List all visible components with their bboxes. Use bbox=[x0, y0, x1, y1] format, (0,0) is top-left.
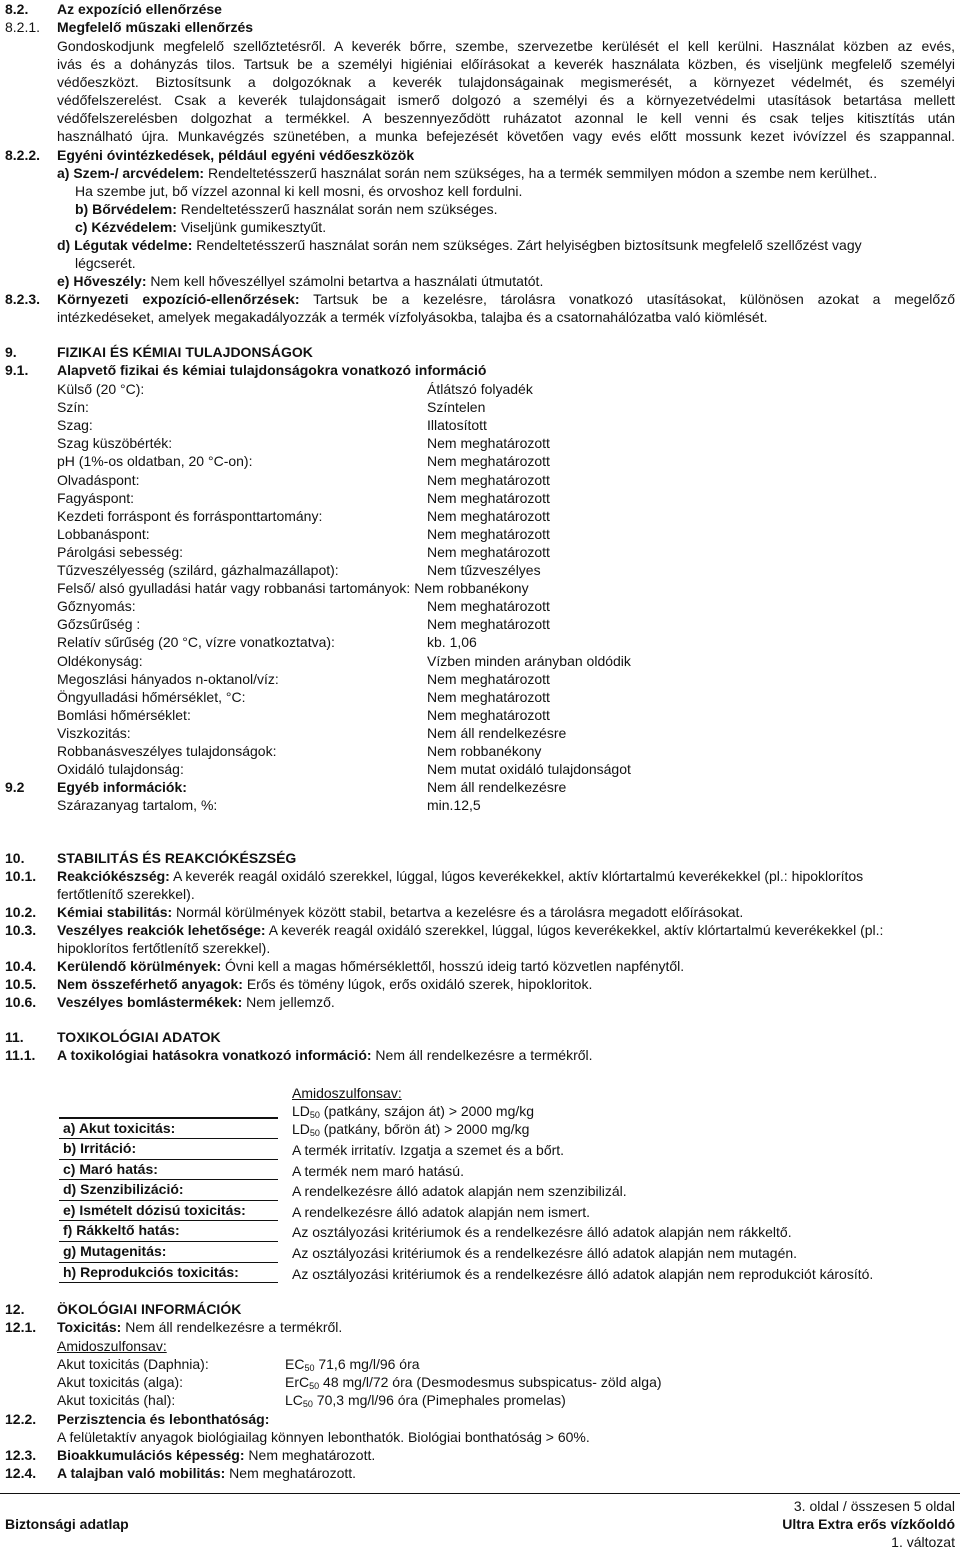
paragraph-line: védőfelszerelésben dolgozhat a termékkel. A beszennyeződött ruházatot azonnal le kell venni és csak teljes kitisztítás után bbox=[57, 110, 955, 126]
section-number: 8.2.1. bbox=[5, 19, 41, 35]
section-title: Egyéni óvintézkedések, például egyéni védőeszközök bbox=[57, 147, 415, 163]
tox-row-value: Az osztályozási kritériumok és a rendelkezésre álló adatok alapján nem mutagén. bbox=[292, 1245, 798, 1261]
thermal-hazard: e) Hőveszély: Nem kell hőveszéllyel számolni betartva a használati útmutatót. bbox=[57, 273, 544, 289]
footer-version: 1. változat bbox=[891, 1534, 955, 1550]
property-label: Olvadáspont: bbox=[57, 472, 140, 488]
section-title: Az expozíció ellenőrzése bbox=[57, 1, 222, 17]
property-label: Lobbanáspont: bbox=[57, 526, 150, 542]
section-number: 10.4. bbox=[5, 958, 37, 974]
reactivity-line2: fertőtlenítő szerekkel). bbox=[57, 886, 195, 902]
section-title: Egyéb információk: bbox=[57, 779, 187, 795]
property-label: Szárazanyag tartalom, %: bbox=[57, 797, 218, 813]
section-number: 8.2. bbox=[5, 1, 29, 17]
property-label: Fagyáspont: bbox=[57, 490, 135, 506]
paragraph-line: Gondoskodjunk megfelelő szellőztetésről. A keverék bőrre, szembe, szervezetbe kerülését el kell kerülni. Használat közben az evés, bbox=[57, 38, 955, 54]
property-label: Viszkozitás: bbox=[57, 725, 131, 741]
section-title: STABILITÁS ÉS REAKCIÓKÉSZSÉG bbox=[57, 850, 297, 866]
section-number: 12.3. bbox=[5, 1447, 37, 1463]
eco-value: $LC_{50}$ 70,3 mg/l/96 óra (Pimephales promelas) bbox=[285, 1392, 566, 1409]
paragraph-line: használható újra. Munkavégzés szünetében, a munka befejezését követően vagy evés előtt mossunk kezet ivóvízzel és szappannal. bbox=[57, 128, 955, 144]
property-value: Illatosított bbox=[427, 417, 487, 433]
property-value: Vízben minden arányban oldódik bbox=[427, 653, 631, 669]
table-border bbox=[59, 1282, 278, 1283]
property-value: Nem meghatározott bbox=[427, 508, 550, 524]
property-value: Nem meghatározott bbox=[427, 453, 550, 469]
section-number: 11.1. bbox=[5, 1047, 36, 1063]
section-title: Perzisztencia és lebonthatóság: bbox=[57, 1411, 270, 1427]
reactivity: Reakciókészség: A keverék reagál oxidáló szerekkel, lúggal, lúgos keverékekkel, aktív klórtartalmú keverékekkel (pl.: hipoklorítos bbox=[57, 868, 864, 884]
property-label: Megoszlási hányados n-oktanol/víz: bbox=[57, 671, 279, 687]
section-number: 10. bbox=[5, 850, 25, 866]
footer-doc-type: Biztonsági adatlap bbox=[5, 1516, 129, 1532]
tox-ld50-oral: $LD_{50}$ (patkány, szájon át) > 2000 mg/kg bbox=[292, 1103, 535, 1120]
property-label: Párolgási sebesség: bbox=[57, 544, 184, 560]
tox-row-label: f) Rákkeltő hatás: bbox=[59, 1220, 278, 1239]
section-number: 12.4. bbox=[5, 1465, 37, 1481]
section-title: TOXIKOLÓGIAI ADATOK bbox=[57, 1029, 221, 1045]
degradability: A felületaktív anyagok biológiailag könnyen lebonthatók. Biológiai bonthatóság > 60%. bbox=[57, 1429, 590, 1445]
eco-toxicity: Toxicitás: Nem áll rendelkezésre a termékről. bbox=[57, 1319, 343, 1335]
property-value: Nem meghatározott bbox=[427, 544, 550, 560]
tox-row-value: A termék irritatív. Izgatja a szemet és a bőrt. bbox=[292, 1142, 565, 1158]
property-label: Szag küszöbérték: bbox=[57, 435, 173, 451]
property-value: Nem meghatározott bbox=[427, 689, 550, 705]
property-value: Nem áll rendelkezésre bbox=[427, 779, 567, 795]
section-number: 12.2. bbox=[5, 1411, 37, 1427]
eco-value: $EC_{50}$ 71,6 mg/l/96 óra bbox=[285, 1356, 420, 1373]
property-value: Nem meghatározott bbox=[427, 490, 550, 506]
conditions-to-avoid: Kerülendő körülmények: Óvni kell a magas hőmérséklettől, hosszú ideig tartó közvetlen napfénytől. bbox=[57, 958, 685, 974]
property-value: Nem meghatározott bbox=[427, 671, 550, 687]
tox-row-value: A rendelkezésre álló adatok alapján nem ismert. bbox=[292, 1204, 591, 1220]
property-value: Átlátszó folyadék bbox=[427, 381, 533, 397]
incompatible-materials: Nem összeférhető anyagok: Erős és tömény lúgok, erős oxidáló szerek, hipokloritok. bbox=[57, 976, 593, 992]
eye-protection-note: Ha szembe jut, bő vízzel azonnal ki kell mosni, és orvoshoz kell fordulni. bbox=[75, 183, 523, 199]
tox-ld50-dermal: $LD_{50}$ (patkány, bőrön át) > 2000 mg/kg bbox=[292, 1121, 530, 1138]
respiratory-protection-note: légcserét. bbox=[75, 255, 136, 271]
section-title: FIZIKAI ÉS KÉMIAI TULAJDONSÁGOK bbox=[57, 344, 313, 360]
section-number: 12.1. bbox=[5, 1319, 37, 1335]
tox-row-value: A termék nem maró hatású. bbox=[292, 1163, 464, 1179]
toxicology-info: A toxikológiai hatásokra vonatkozó információ: Nem áll rendelkezésre a termékről. bbox=[57, 1047, 593, 1063]
skin-protection: b) Bőrvédelem: Rendeltetésszerű használat során nem szükséges. bbox=[75, 201, 498, 217]
section-number: 9.2 bbox=[5, 779, 25, 795]
tox-row-label: d) Szenzibilizáció: bbox=[59, 1179, 278, 1198]
property-label: Kezdeti forráspont és forrásponttartomány: bbox=[57, 508, 323, 524]
property-value: Nem meghatározott bbox=[427, 435, 550, 451]
respiratory-protection: d) Légutak védelme: Rendeltetésszerű használat során nem szükséges. Zárt helyiségben biztosítsunk megfelelő szellőzést vagy bbox=[57, 237, 862, 253]
bioaccumulation: Bioakkumulációs képesség: Nem meghatározott. bbox=[57, 1447, 376, 1463]
paragraph-line: ivás és a dohányzás tilos. Tartsuk be a személyi higiéniai előírásokat a keverék használata közben, és viseljünk megfelelő személyi bbox=[57, 56, 955, 72]
section-number: 8.2.3. bbox=[5, 291, 41, 307]
property-label: Gőzsűrűség : bbox=[57, 616, 141, 632]
hazardous-reactions-line2: hipoklorítos fertőtlenítő szerekkel). bbox=[57, 940, 271, 956]
chemical-stability: Kémiai stabilitás: Normál körülmények között stabil, betartva a kezelésre és a tárolásra megadott előírásokat. bbox=[57, 904, 744, 920]
eco-label: Akut toxicitás (alga): bbox=[57, 1374, 184, 1390]
property-value: Nem tűzveszélyes bbox=[427, 562, 541, 578]
section-number: 12. bbox=[5, 1301, 25, 1317]
environmental-controls: Környezeti expozíció-ellenőrzések: Tartsuk be a kezelésre, tárolásra vonatkozó utasításokat, különösen azokat a megelőző bbox=[57, 291, 955, 307]
property-value: Színtelen bbox=[427, 399, 486, 415]
paragraph-line: védőeszközt. Biztosítsunk a dolgozóknak a keverék tulajdonságainak megismerését, a környezet védelmét, és személyi bbox=[57, 74, 955, 90]
section-number: 10.3. bbox=[5, 922, 37, 938]
hand-protection: c) Kézvédelem: Viseljünk gumikesztyűt. bbox=[75, 219, 327, 235]
section-title: ÖKOLÓGIAI INFORMÁCIÓK bbox=[57, 1301, 242, 1317]
property-label: Oxidáló tulajdonság: bbox=[57, 761, 184, 777]
eco-value: ErC$_{50}$ 48 mg/l/72 óra (Desmodesmus subspicatus- zöld alga) bbox=[285, 1374, 662, 1391]
section-number: 10.2. bbox=[5, 904, 37, 920]
footer-product: Ultra Extra erős vízkőoldó bbox=[782, 1516, 955, 1532]
property-value: Nem meghatározott bbox=[427, 472, 550, 488]
section-number: 8.2.2. bbox=[5, 147, 41, 163]
tox-row-value: Az osztályozási kritériumok és a rendelkezésre álló adatok alapján nem reprodukciót károsító. bbox=[292, 1266, 874, 1282]
property-value: min.12,5 bbox=[427, 797, 481, 813]
property-value: Nem meghatározott bbox=[427, 598, 550, 614]
tox-substance: Amidoszulfonsav: bbox=[292, 1085, 402, 1101]
section-title: Alapvető fizikai és kémiai tulajdonságokra vonatkozó információ bbox=[57, 362, 487, 378]
property-value: kb. 1,06 bbox=[427, 634, 477, 650]
tox-row-label: c) Maró hatás: bbox=[59, 1159, 278, 1178]
property-value: Nem meghatározott bbox=[427, 616, 550, 632]
property-value: Nem robbanékony bbox=[427, 743, 542, 759]
property-label: Tűzveszélyesség (szilárd, gázhalmazállapot): bbox=[57, 562, 339, 578]
property-label: Szag: bbox=[57, 417, 93, 433]
property-label: pH (1%-os oldatban, 20 °C-on): bbox=[57, 453, 253, 469]
tox-row-label: e) Ismételt dózisú toxicitás: bbox=[59, 1200, 278, 1219]
tox-row-value: A rendelkezésre álló adatok alapján nem szenzibilizál. bbox=[292, 1183, 627, 1199]
property-label: Öngyulladási hőmérséklet, °C: bbox=[57, 689, 246, 705]
property-value: Nem meghatározott bbox=[427, 526, 550, 542]
property-label: Bomlási hőmérséklet: bbox=[57, 707, 191, 723]
eco-substance: Amidoszulfonsav: bbox=[57, 1338, 167, 1354]
paragraph-line: védőfelszerelést. Csak a keverék tulajdonságait ismerő dolgozó a személyi és a környezetvédelmi utasítások betartása mellett bbox=[57, 92, 955, 108]
tox-row-label: b) Irritáció: bbox=[59, 1138, 278, 1157]
hazardous-reactions: Veszélyes reakciók lehetősége: A keverék reagál oxidáló szerekkel, lúggal, lúgos keverékekkel, aktív klórtartalmú keverékekkel (pl.: bbox=[57, 922, 884, 938]
section-number: 9.1. bbox=[5, 362, 29, 378]
eco-label: Akut toxicitás (hal): bbox=[57, 1392, 176, 1408]
eco-label: Akut toxicitás (Daphnia): bbox=[57, 1356, 209, 1372]
section-title: Megfelelő műszaki ellenőrzés bbox=[57, 19, 254, 35]
section-number: 10.5. bbox=[5, 976, 37, 992]
footer-page: 3. oldal / összesen 5 oldal bbox=[793, 1498, 955, 1514]
section-number: 10.6. bbox=[5, 994, 37, 1010]
section-number: 10.1. bbox=[5, 868, 37, 884]
property-label: Gőznyomás: bbox=[57, 598, 136, 614]
property-label: Felső/ alsó gyulladási határ vagy robbanási tartományok: Nem robbanékony bbox=[57, 580, 529, 596]
tox-row-value: Az osztályozási kritériumok és a rendelkezésre álló adatok alapján nem rákkeltő. bbox=[292, 1224, 792, 1240]
property-value: Nem meghatározott bbox=[427, 707, 550, 723]
property-label: Szín: bbox=[57, 399, 89, 415]
property-value: Nem áll rendelkezésre bbox=[427, 725, 567, 741]
footer-rule bbox=[0, 1493, 960, 1494]
eye-protection: a) Szem-/ arcvédelem: Rendeltetésszerű használat során nem szükséges, ha a termék semmilyen módon a szembe nem kerülhet.. bbox=[57, 165, 878, 181]
section-number: 9. bbox=[5, 344, 17, 360]
property-label: Oldékonyság: bbox=[57, 653, 143, 669]
property-label: Külső (20 °C): bbox=[57, 381, 145, 397]
tox-row-label: g) Mutagenitás: bbox=[59, 1241, 278, 1260]
property-label: Relatív sűrűség (20 °C, vízre vonatkoztatva): bbox=[57, 634, 335, 650]
property-label: Robbanásveszélyes tulajdonságok: bbox=[57, 743, 277, 759]
environmental-controls-line2: intézkedéseket, amelyek megakadályozzák a termék vízfolyásokba, talajba és a csatornahálózatba való kiömlését. bbox=[57, 309, 768, 325]
property-value: Nem mutat oxidáló tulajdonságot bbox=[427, 761, 631, 777]
soil-mobility: A talajban való mobilitás: Nem meghatározott. bbox=[57, 1465, 357, 1481]
tox-row-label: a) Akut toxicitás: bbox=[59, 1118, 278, 1137]
tox-row-label: h) Reprodukciós toxicitás: bbox=[59, 1262, 278, 1281]
section-number: 11. bbox=[5, 1029, 24, 1045]
decomposition-products: Veszélyes bomlástermékek: Nem jellemző. bbox=[57, 994, 335, 1010]
